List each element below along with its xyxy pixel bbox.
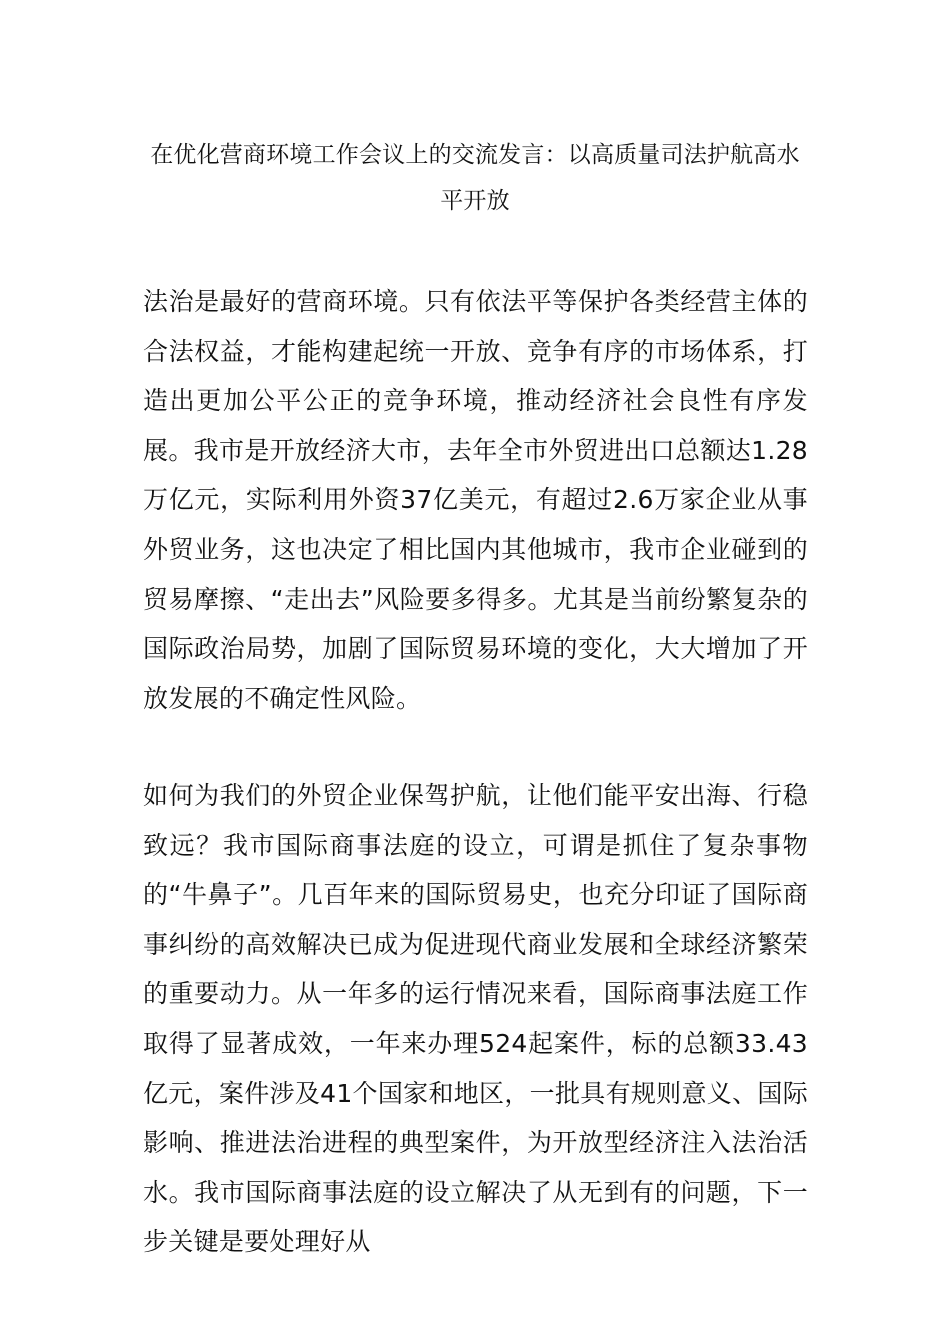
paragraph-1: 法治是最好的营商环境。只有依法平等保护各类经营主体的合法权益，才能构建起统一开放、竞争有序的市场体系，打造出更加公平公正的竞争环境，推动经济社会良性有序发展。我市是开放经济大市，去年全市外贸进出口总额达1.28万亿元，实际利用外资37亿美元，有超过2.6万家企业从事外贸业务，这也决定了相比国内其他城市，我市企业碰到的贸易摩擦、“走出去”风险要多得多。尤其是当前纷繁复杂的国际政治局势，加剧了国际贸易环境的变化，大大增加了开放发展的不确定性风险。 — [143, 287, 808, 713]
document-title: 在优化营商环境工作会议上的交流发言：以高质量司法护航高水平开放 — [150, 142, 800, 214]
paragraph-2: 如何为我们的外贸企业保驾护航，让他们能平安出海、行稳致远？我市国际商事法庭的设立，可谓是抓住了复杂事物的“牛鼻子”。几百年来的国际贸易史，也充分印证了国际商事纠纷的高效解决已成为促进现代商业发展和全球经济繁荣的重要动力。从一年多的运行情况来看，国际商事法庭工作取得了显著成效，一年来办理524起案件，标的总额33.43亿元，案件涉及41个国家和地区，一批具有规则意义、国际影响、推进法治进程的典型案件，为开放型经济注入法治活水。我市国际商事法庭的设立解决了从无到有的问题，下一步关键是要处理好从 — [143, 781, 808, 1257]
